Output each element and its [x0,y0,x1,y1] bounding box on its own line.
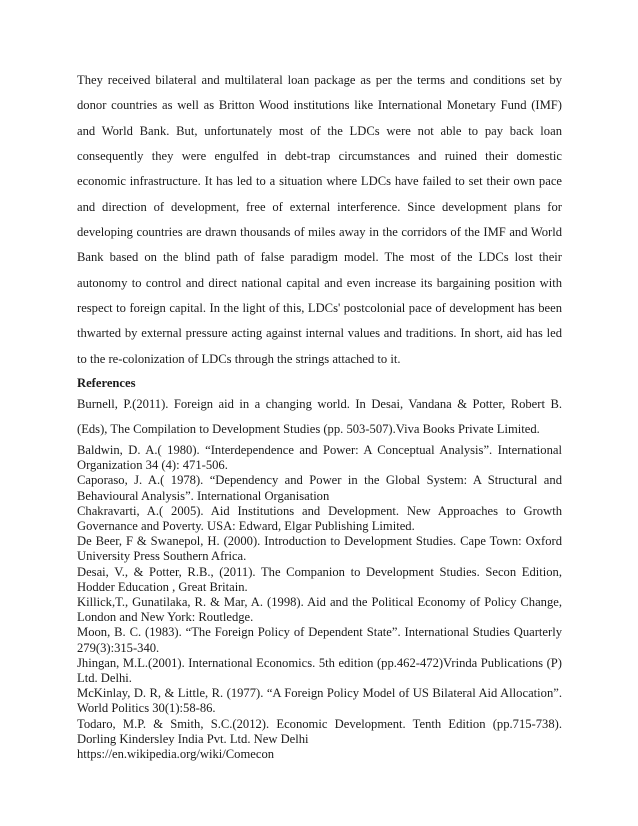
reference-item: Killick,T., Gunatilaka, R. & Mar, A. (1998). Aid and the Political Economy of Policy Change, London and New York: Routledge. [77,595,562,625]
reference-item: Moon, B. C. (1983). “The Foreign Policy of Dependent State”. International Studies Quarterly 279(3):315-340. [77,625,562,655]
body-paragraph: They received bilateral and multilateral loan package as per the terms and conditions set by donor countries as well as Britton Wood institutions like International Monetary Fund (IMF) and World Bank. But, unfortunately most of the LDCs were not able to pay back loan consequently they were engulfed in debt-trap circumstances and ruined their domestic economic infrastructure. It has led to a situation where LDCs have failed to set their own pace and direction of development, free of external interference. Since development plans for developing countries are drawn thousands of miles away in the corridors of the IMF and World Bank based on the blind path of false paradigm model. The most of the LDCs lost their autonomy to control and direct national capital and even increase its bargaining position with respect to foreign capital. In the light of this, LDCs' postcolonial pace of development has been thwarted by external pressure acting against internal values and traditions. In short, aid has led to the re-colonization of LDCs through the strings attached to it. [77,73,562,366]
reference-item: Burnell, P.(2011). Foreign aid in a changing world. In Desai, Vandana & Potter, Robert B. (Eds), The Compilation to Development Studies (pp. 503-507).Viva Books Private Limited. [77,397,562,436]
reference-link: https://en.wikipedia.org/wiki/Comecon [77,747,275,762]
reference-item: Caporaso, J. A.( 1978). “Dependency and Power in the Global System: A Structural and Behavioural Analysis”. International Organisation [77,473,562,503]
references-list [77,392,562,762]
reference-item: Jhingan, M.L.(2001). International Economics. 5th edition (pp.462-472)Vrinda Publications (P) Ltd. Delhi. [77,655,562,686]
reference-item: Baldwin, D. A.( 1980). “Interdependence and Power: A Conceptual Analysis”. International Organization 34 (4): 471-506. [77,443,562,473]
reference-item: McKinlay, D. R, & Little, R. (1977). “A Foreign Policy Model of US Bilateral Aid Allocation”. World Politics 30(1):58-86. [77,686,562,716]
reference-item: Todaro, M.P. & Smith, S.C.(2012). Economic Development. Tenth Edition (pp.715-738). Dorling Kindersley India Pvt. Ltd. New Delhi [77,716,562,746]
reference-item: Desai, V., & Potter, R.B., (2011). The Companion to Development Studies. Secon Edition, Hodder Education , Great Britain. [77,564,562,594]
references-heading: References [77,376,136,390]
reference-item: Chakravarti, A.( 2005). Aid Institutions and Development. New Approaches to Growth Governance and Poverty. USA: Edward, Elgar Publishing Limited. [77,503,562,534]
reference-item: De Beer, F & Swanepol, H. (2000). Introduction to Development Studies. Cape Town: Oxford University Press Southern Africa. [77,534,562,564]
